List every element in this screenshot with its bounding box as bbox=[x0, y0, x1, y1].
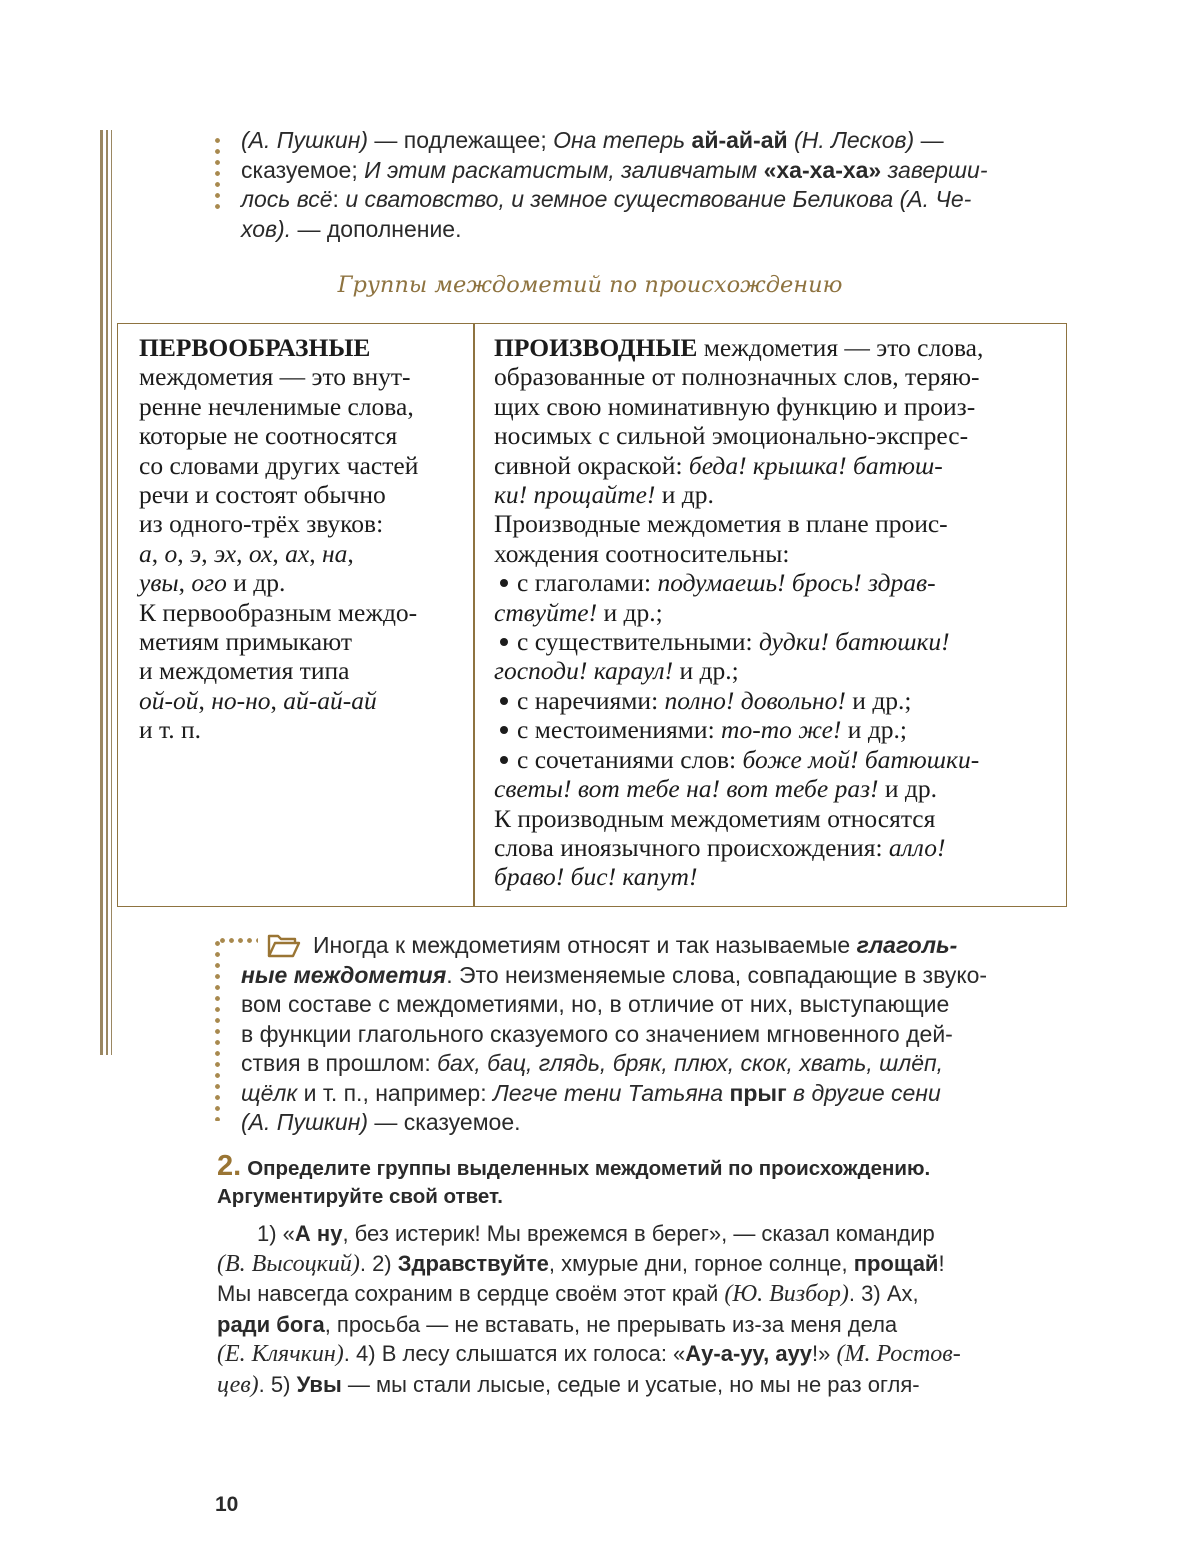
table-divider bbox=[473, 324, 475, 906]
page-number: 10 bbox=[215, 1493, 239, 1516]
bullet-icon bbox=[500, 579, 508, 587]
margin-rule bbox=[106, 130, 108, 1055]
dotted-marker bbox=[215, 938, 220, 1121]
table-title: Группы междометий по происхождению bbox=[337, 272, 843, 298]
dotted-marker bbox=[215, 135, 220, 213]
margin-rule bbox=[100, 130, 103, 1055]
bullet-icon bbox=[500, 756, 508, 764]
bullet-icon bbox=[500, 726, 508, 734]
exercise-task: 2. Определите группы выделенных междометий по происхождению. Аргументируйте свой ответ. bbox=[217, 1150, 931, 1208]
primary-interjections-cell: ПЕРВООБРАЗНЫЕ междометия — это внут- ренне нечленимые слова, которые не соотносятся со словами других частей речи и состоят обычно из одного-трёх звуков: а, о, э, эх, ох, ах, на, увы, ого и др. К первообразным междо- метиям примыкают и междометия типа ой-ой, но-но, ай-ай-ай и т. п. bbox=[139, 333, 419, 745]
margin-rule bbox=[111, 130, 112, 1055]
exercise-text: 1) «А ну, без истерик! Мы врежемся в берег», — сказал командир (В. Высоцкий). 2) Здравствуйте, хмурые дни, горное солнце, прощай! Мы навсегда сохраним в сердце своём этот край (Ю. Визбор). 3) Ах, ради бога, просьба — не вставать, не прерывать из-за меня дела (Е. Клячкин). 4) В лесу слышатся их голоса: «Ау-а-уу, ауу!» (М. Ростов- цев). 5) Увы — мы стали лысые, седые и усатые, но мы не раз огля- bbox=[217, 1221, 961, 1398]
bullet-icon bbox=[500, 697, 508, 705]
note-paragraph: Иногда к междометиям относят и так называемые глаголь- ные междометия. Это неизменяемые слова, совпадающие в звуко- вом составе с междометиями, но, в отличие от них, выступающие в функции глагольного сказуемого со значением мгновенного дей- ствия в прошлом: бах, бац, глядь, бряк, плюх, скок, хвать, шлёп, щёлк и т. п., например: Легче тени Татьяна прыг в другие сени (А. Пушкин) — сказуемое. bbox=[241, 932, 988, 1135]
intro-paragraph: (А. Пушкин) — подлежащее; Она теперь ай-ай-ай (Н. Лесков) — сказуемое; И этим раскатистым, заливчатым «ха-ха-ха» заверши- лось всё: и сватовство, и земное существование Беликова (А. Че- хов). — дополнение. bbox=[241, 127, 988, 242]
bullet-icon bbox=[500, 638, 508, 646]
exercise-number: 2. bbox=[217, 1150, 242, 1182]
derived-interjections-cell: ПРОИЗВОДНЫЕ междометия — это слова, образованные от полнозначных слов, теряю- щих свою номинативную функцию и произ- носимых с сильной эмоционально-экспрес- сивной окраской: беда! крышка! батюш- ки! прощайте! и др. Производные междометия в плане проис- хождения соотносительны: с глаголами: подумаешь! брось! здрав- ствуйте! и др.; с существительными: дудки! батюшки! господи! караул! и др.; с наречиями: полно! довольно! и др.; с местоимениями: то-то же! и др.; с сочетаниями слов: боже мой! батюшки- светы! вот тебе на! вот тебе раз! и др. К производным междометиям относятся слова иноязычного происхождения: алло! браво! бис! капут! bbox=[494, 333, 984, 892]
